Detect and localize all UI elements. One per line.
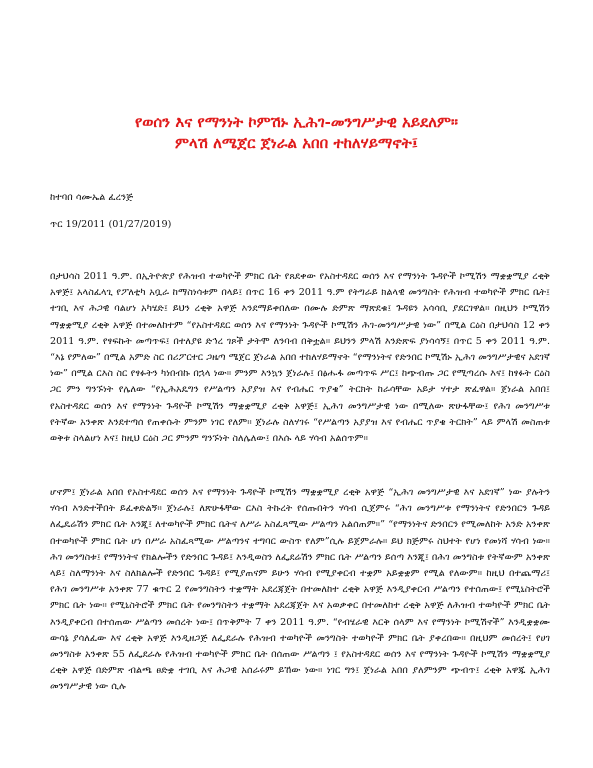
- document-title-line-2: ምላሽ ለሜጀር ጀነራል አበበ ተከለሃይማኖት፤: [175, 134, 418, 152]
- body-paragraph-2: ሆኖም፤ ጀነራል አበበ የአስተዳደር ወሰን እና የማንነት ጉዳዮች ኮሚሽን ማቋቋሚያ ረቂቅ አዋጅ “ኢሕገ መንግሥታዊ እና አደገኛ” ነው ያሉትን ሃሳብ እንድተችበት ይፈቀድልኝ። ጀነራሉ፤ ለጽሁፋቸው ርእስ ትኩረት የሰጡበትን ሃሳብ ሲጀምሩ “ሕገ መንግሥቱ የማንነትና የድንበርን ጉዳይ ለፌዴሬሽን ምክር ቤት እንጂ፤ ለተወካዮች ምክር ቤትና ለሥራ አስፈጻሚው ሥልጣን አልሰጠም።” “የማንነትና ድንበርን የሚመለከት አንድ አንቀጽ በተወካዮች ምክር ቤት ሆነ በሥራ አስፈጻሚው ሥልጣንና ተግባር ውስጥ የለም”ሲሉ ይጀምራሉ። ይህ ክጅምሩ ስህተት የሆነ የመነሻ ሃሳብ ነው። ሕገ መንግስቱ፤ የማንነትና የክልሎችን የድንበር ጉዳይ፤ እንዲወስን ለፌደሬሽን ምክር ቤት ሥልጣን ይሰጣ እንጂ፤ በሕገ መንግስቱ የትኛውም አንቀጽ ላይ፤ ስለማንነት እና ስለክልሎች የድንበር ጉዳይ፤ የሚያጠናም ይሁን ሃሳብ የሚያቀርብ ተቋም አይቋቋም የሚል የለውም። ከዚህ በተጨማሪ፤ የሕገ መንግሥቱ አንቀጽ 77 ቁጥር 2 የመንግስትን ተቋማት አደረጃጀት በተመለከተ ረቂቅ አዋጅ እንዲያቀርብ ሥልጣን የተሰጠው፤ የሚኒስትሮች ምክር ቤት ነው። የሚኒስትሮች ምክር ቤት የመንግስትን ተቋማት አደረጃጀት እና አወቃቀር በተመለከተ ረቂቅ አዋጅ ለሕዝብ ተወካዮች ምክር ቤት እንዲያቀርብ በተሰጠው ሥልጣን መሰረት ነው፤ በጥቅምት 7 ቀን 2011 ዓ.ም. “የብሄራዊ እርቅ ሰላም እና የማንነት ኮሚሽኖች” እንዲቋቋሙ ውሳኔ ያሳለፈው እና ረቂቅ አዋጅ እንዲዘጋጅ ለፌደራሉ የሕዝብ ተወካዮች መንግስት ተወካዮች ምክር ቤት ያቀረበው። በዚህም መሰረት፤ የሀገ መንግስቱ አንቀጽ 55 ለፌደራሉ የሕዝብ ተወካዮች ምክር ቤት በሰጠው ሥልጣን ፤ የአስተዳደር ወሰን እና የማንነት ጉዳዮች ኮሚሽን ማቋቋሚያ ረቂቅ አዋጅ በድምጽ ብልጫ ፀድቋ ተገቢ እና ሕጋዊ አሰራሩም ይኸው ነው። ነገር ግን፤ ጀነራል አበበ ያለምንም ጭብጥ፤ ረቂቅ አዋጁ ኢሕገ መንግሥታዊ ነው ሲሉ: [50, 487, 550, 693]
- document-title-line-1: የወሰን እና የማንነት ኮምሽኑ ኢሕገ-መንግሥታዊ አይደለም።: [134, 113, 459, 131]
- document-author: ከተባበ ሳሙኤል ፈረንጅ: [50, 192, 134, 203]
- document-date: ጥር 19/2011 (01/27/2019): [50, 219, 172, 230]
- body-paragraph-1: በታህሳስ 2011 ዓ.ም. በኢትዮጵያ የሕዝብ ተወካዮች ምክር ቤት የጸደቀው የአስተዳደር ወሰን እና የማንነት ጉዳዮች ኮሚሽን ማቋቋሚያ ረቂቅ አዋጅ፤ አላስፈላጊ የፖለቲካ አቧራ ከማስነሳቱም በላይ፤ በጥር 16 ቀን 2011 ዓ.ም የትግራይ ክልላዊ መንግስት የሕዝብ ተወካዮች ምክር ቤት፤ ተገቢ እና ሕጋዊ ባልሆነ አካሄድ፤ ይህን ረቂቅ አዋጅ እንደማይቀበለው በሙሉ ድምጽ ማጽደቁ፤ ጉዳዩን አሳሳቢ ያደርገዋል። በዚህን ኮሚሽን ማቋቋሚያ ረቂቅ አዋጅ በተመለከተም “የአስተዳደር ወሰን እና የማንነት ጉዳዮች ኮሚሽን ሕገ-መንግሥታዊ ነው” በሚል ርዕስ በታህሳስ 12 ቀን 2011 ዓ.ም. የፃፍኩት መጣጥፍ፤ በተለያዩ ድኅረ ገጾች ታትሞ ለንባብ በቅቷል። ይህንን ምላሽ እንድጽፍ ያነሳሳኝ፤ በጥር 5 ቀን 2011 ዓ.ም. “እኔ የምለው” በሚል አምድ ስር በሪፖርተር ጋዜጣ ሜጀር ጀነራል አበበ ተከለሃይማኖት “የማንነትና የድንበር ኮሚሽኑ ኢሕገ መንግሥታዊና አደገኛ ነው” በሚል ርእስ ስር የፃፉትን ካነበብኩ በኋላ ነው። ምንም እንኳን ጀነራሉ፤ በፅሑፋ መጣጥፍ ሥር፤ ከጭብጡ ጋር የሚጣረሱ እና፤ ከፃፉት ርዕስ ጋር ምን ግንኙነት የሌለው “የኢሕአዴግን የሥልጣን አያያዝ እና የብሔር ጥያቄ” ትርክት ከራሳቸው አይታ ሃተታ ጽፈዋል። ጀነራል አበበ፤ የአስተዳደር ወሰን እና የማንነት ጉዳዮች ኮሚሽን ማቋቋሚያ ረቂቅ አዋጅ፤ ኢሕገ መንግሥታዊ ነው በሚለው ጽሁፋቸው፤ የሕገ መንግሥቱ የትኛው አንቀጽ እንደተጣሰ የጠቀሱት ምንም ነገር የለም። ጀነራሉ ስለሃገሩ “የሥልጣን አያያዝ እና የብሔር ጥያቄ ትርክት” ላይ ምላሽ መስጠቱ ወቅቱ ስላልሆነ እና፤ ከዚህ ርዕስ ጋር ምንም ግንኙነት ስለሌለው፤ በእሱ ላይ ሃሳብ አልሰጥም።: [50, 271, 550, 445]
